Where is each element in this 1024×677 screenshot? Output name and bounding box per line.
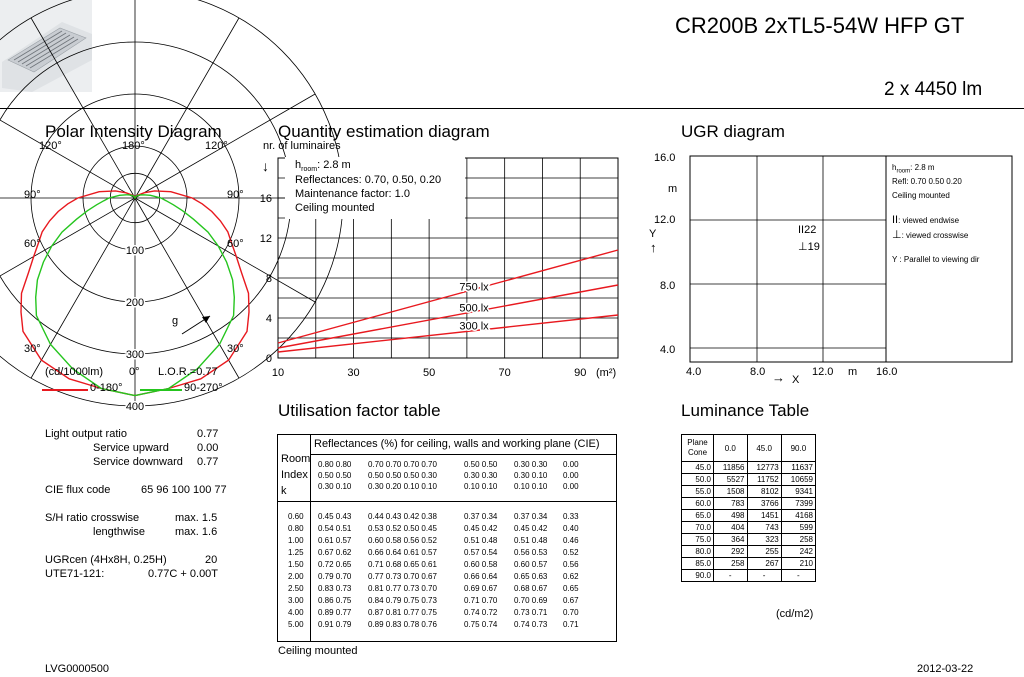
luminance-cone-cell: 70.0	[682, 522, 714, 534]
utilisation-reflectance-cell: 0.10 0.10	[514, 482, 548, 491]
legend-label-green: 90-270°	[184, 382, 223, 394]
utilisation-value-cell: 0.77 0.73 0.70 0.67	[368, 572, 437, 581]
luminance-row	[682, 570, 816, 582]
utilisation-value-cell: 0.57 0.54	[464, 548, 498, 557]
product-thumbnail	[0, 0, 92, 92]
quantity-ytick: 0	[265, 353, 272, 365]
quantity-xtick: 10	[271, 367, 285, 379]
utilisation-table	[277, 434, 617, 642]
utilisation-footer: Ceiling mounted	[278, 645, 358, 657]
utilisation-value-cell: 0.51 0.48	[514, 536, 548, 545]
utilisation-value-cell: 0.65 0.63	[514, 572, 548, 581]
room-index-label-3: k	[281, 485, 287, 497]
utilisation-value-cell: 0.37 0.34	[464, 512, 498, 521]
luminance-value-cell: 4168	[781, 510, 815, 522]
utilisation-value-cell: 0.87 0.81 0.77 0.75	[368, 608, 437, 617]
quantity-xtick: 30	[347, 367, 360, 379]
luminance-cone-cell: 50.0	[682, 474, 714, 486]
info-label-downward: Service downward	[93, 456, 183, 468]
utilisation-k-cell: 3.00	[288, 596, 304, 605]
utilisation-reflectance-cell: 0.30 0.20 0.10 0.10	[368, 482, 437, 491]
utilisation-value-cell: 0.56	[563, 560, 579, 569]
quantity-series-label: 750 lx	[459, 281, 489, 294]
utilisation-value-cell: 0.70 0.69	[514, 596, 548, 605]
ugr-legend-mount: Ceiling mounted	[892, 191, 950, 200]
luminance-cone-cell: 85.0	[682, 558, 714, 570]
legend-line-green	[140, 389, 182, 391]
utilisation-reflectance-cell: 0.00	[563, 482, 579, 491]
polar-ring-label: 100	[125, 245, 145, 257]
polar-angle-120-right: 120°	[205, 140, 228, 152]
utilisation-value-cell: 0.89 0.77	[318, 608, 352, 617]
utilisation-value-cell: 0.74 0.73	[514, 620, 548, 629]
luminance-cone-cell: 65.0	[682, 510, 714, 522]
ugr-legend-refl: Refl: 0.70 0.50 0.20	[892, 177, 962, 186]
quantity-series-line	[278, 315, 618, 352]
luminance-value-cell: 9341	[781, 486, 815, 498]
ugr-xtick-16: 16.0	[876, 366, 898, 378]
utilisation-reflectance-cell: 0.00	[563, 471, 579, 480]
utilisation-k-cell: 2.00	[288, 572, 304, 581]
luminance-value-cell: 1508	[714, 486, 748, 498]
utilisation-header: Reflectances (%) for ceiling, walls and working plane (CIE)	[314, 438, 600, 450]
ugr-xtick-8: 8.0	[750, 366, 766, 378]
utilisation-reflectance-cell: 0.80 0.80	[318, 460, 352, 469]
ugr-x-arrow: →	[772, 370, 785, 385]
ugr-value-endwise	[798, 224, 816, 236]
info-label-upward: Service upward	[93, 442, 169, 454]
utilisation-value-cell: 0.71	[563, 620, 579, 629]
utilisation-header-row-line	[310, 454, 616, 455]
quantity-series-label: 500 lx	[459, 302, 489, 315]
luminance-value-cell: 210	[781, 558, 815, 570]
polar-angle-60-left: 60°	[24, 238, 41, 250]
utilisation-k-cell: 1.50	[288, 560, 304, 569]
crosswise-legend-icon: ⊥	[892, 229, 902, 241]
info-label-cie: CIE flux code	[45, 484, 111, 496]
ugr-y-arrow: ↑	[650, 240, 657, 255]
quantity-series-line	[278, 285, 618, 348]
luminance-row	[682, 510, 816, 522]
ugr-legend-endwise	[892, 214, 959, 226]
luminance-cone-cell: 75.0	[682, 534, 714, 546]
utilisation-value-cell: 0.67	[563, 596, 579, 605]
luminance-value-cell: 11637	[781, 462, 815, 474]
luminance-row	[682, 558, 816, 570]
quantity-y-arrow: ↓	[262, 158, 269, 174]
document-date: 2012-03-22	[917, 663, 974, 675]
luminance-value-cell: 267	[747, 558, 781, 570]
utilisation-value-cell: 0.45 0.42	[464, 524, 498, 533]
utilisation-value-cell: 0.89 0.83 0.78 0.76	[368, 620, 437, 629]
luminance-row	[682, 534, 816, 546]
polar-radial	[0, 198, 135, 302]
ugr-y-unit: m	[668, 183, 678, 195]
quantity-xtick: 70	[498, 367, 511, 379]
lumen-output: 2 x 4450 lm	[884, 79, 983, 100]
quantity-notes-box	[285, 157, 465, 219]
luminance-value-cell: 599	[781, 522, 815, 534]
info-value-sh-cross: max. 1.5	[175, 512, 218, 524]
polar-angle-90-left: 90°	[24, 189, 41, 201]
ugr-ytick-16: 16.0	[654, 152, 676, 164]
quantity-ytick: 12	[259, 233, 272, 245]
utilisation-value-cell: 0.60 0.58	[464, 560, 498, 569]
quantity-note-hroom: $h_{room}$: 2.8 m	[295, 159, 351, 174]
quantity-xunit: (m²)	[596, 367, 617, 379]
luminance-row	[682, 474, 816, 486]
luminance-value-cell: 783	[714, 498, 748, 510]
quantity-note-refl: Reflectances: 0.70, 0.50, 0.20	[295, 174, 442, 186]
luminance-cone-cell: 80.0	[682, 546, 714, 558]
luminance-value-cell: -	[714, 570, 748, 582]
endwise-icon: II	[798, 224, 805, 236]
info-value-ugr: 20	[205, 554, 218, 566]
utilisation-k-cell: 5.00	[288, 620, 304, 629]
polar-angle-120-left: 120°	[39, 140, 62, 152]
luminance-value-cell: 10659	[781, 474, 815, 486]
luminance-value-cell: -	[747, 570, 781, 582]
utilisation-value-cell: 0.75 0.74	[464, 620, 498, 629]
luminance-value-cell: 743	[747, 522, 781, 534]
utilisation-value-cell: 0.70	[563, 608, 579, 617]
luminance-row	[682, 522, 816, 534]
room-index-label-1: Room	[281, 453, 311, 465]
luminance-value-cell: 1451	[747, 510, 781, 522]
luminance-value-cell: 8102	[747, 486, 781, 498]
quantity-series-label: 300 lx	[459, 320, 489, 333]
utilisation-reflectance-cell: 0.00	[563, 460, 579, 469]
utilisation-title: Utilisation factor table	[278, 401, 441, 420]
luminance-head-90: 90.0	[781, 435, 815, 462]
luminance-value-cell: 11856	[714, 462, 748, 474]
luminance-value-cell: -	[781, 570, 815, 582]
luminance-value-cell: 11752	[747, 474, 781, 486]
utilisation-value-cell: 0.91 0.79	[318, 620, 352, 629]
luminance-cone-cell: 60.0	[682, 498, 714, 510]
ugr-legend-ynote: Y : Parallel to viewing dir	[892, 255, 980, 264]
product-thumbnail-image	[0, 0, 92, 92]
quantity-note-mf: Maintenance factor: 1.0	[295, 188, 410, 200]
header-divider	[0, 108, 1024, 109]
utilisation-reflectance-cell: 0.30 0.10	[514, 471, 548, 480]
luminance-cone-cell: 45.0	[682, 462, 714, 474]
luminance-value-cell: 12773	[747, 462, 781, 474]
quantity-title: Quantity estimation diagram	[278, 122, 490, 141]
luminance-header-row	[682, 435, 816, 462]
polar-angle-0: 0°	[129, 366, 140, 378]
utilisation-value-cell: 0.62	[563, 572, 579, 581]
ugr-xtick-4: 4.0	[686, 366, 702, 378]
ugr-xtick-12: 12.0	[812, 366, 834, 378]
quantity-ytick: 8	[265, 273, 272, 285]
utilisation-reflectance-cell: 0.70 0.70 0.70 0.70	[368, 460, 437, 469]
info-label-ugr: UGRcen (4Hx8H, 0.25H)	[45, 554, 167, 566]
utilisation-value-cell: 0.83 0.73	[318, 584, 352, 593]
utilisation-value-cell: 0.40	[563, 524, 579, 533]
utilisation-k-cell: 2.50	[288, 584, 304, 593]
quantity-ytick: 16	[259, 193, 272, 205]
luminance-value-cell: 498	[714, 510, 748, 522]
endwise-legend-icon: II	[892, 214, 899, 226]
utilisation-k-cell: 0.80	[288, 524, 304, 533]
luminance-value-cell: 242	[781, 546, 815, 558]
ugr-value-crosswise	[798, 240, 820, 253]
luminance-head-plane-cone: Plane Cone	[682, 435, 714, 462]
utilisation-value-cell: 0.69 0.67	[464, 584, 498, 593]
utilisation-value-cell: 0.68 0.67	[514, 584, 548, 593]
utilisation-value-cell: 0.79 0.70	[318, 572, 352, 581]
quantity-xtick: 50	[422, 367, 436, 379]
polar-angle-30-left: 30°	[24, 343, 41, 355]
utilisation-value-cell: 0.66 0.64 0.61 0.57	[368, 548, 437, 557]
utilisation-value-cell: 0.65	[563, 584, 579, 593]
utilisation-value-cell: 0.46	[563, 536, 579, 545]
utilisation-value-cell: 0.71 0.70	[464, 596, 498, 605]
utilisation-reflectance-cell: 0.50 0.50	[464, 460, 498, 469]
quantity-ylabel: nr. of luminaires	[263, 140, 341, 152]
crosswise-icon: ⊥	[798, 241, 808, 253]
utilisation-value-cell: 0.66 0.64	[464, 572, 498, 581]
luminance-unit: (cd/m2)	[776, 608, 814, 620]
luminance-value-cell: 258	[781, 534, 815, 546]
utilisation-value-cell: 0.54 0.51	[318, 524, 352, 533]
utilisation-value-cell: 0.67 0.62	[318, 548, 352, 557]
info-value-ute: 0.77C + 0.00T	[148, 568, 219, 580]
ugr-legend-crosswise-text: : viewed crosswise	[901, 231, 969, 240]
ugr-legend-endwise-text: : viewed endwise	[898, 216, 960, 225]
document-id: LVG0000500	[45, 663, 110, 675]
luminance-row	[682, 486, 816, 498]
luminance-head-0: 0.0	[714, 435, 748, 462]
info-label-sh-length: lengthwise	[93, 526, 145, 538]
info-value-cie: 65 96 100 100 77	[141, 484, 227, 496]
ugr-x-unit: m	[848, 366, 858, 378]
ugr-title: UGR diagram	[681, 122, 785, 141]
utilisation-value-cell: 0.60 0.57	[514, 560, 548, 569]
luminance-head-45: 45.0	[747, 435, 781, 462]
utilisation-value-cell: 0.37 0.34	[514, 512, 548, 521]
utilisation-reflectance-cell: 0.30 0.10	[318, 482, 352, 491]
utilisation-value-cell: 0.71 0.68 0.65 0.61	[368, 560, 437, 569]
utilisation-k-divider	[310, 435, 311, 641]
utilisation-reflectance-cell: 0.50 0.50 0.50 0.30	[368, 471, 437, 480]
quantity-ytick: 4	[265, 313, 272, 325]
polar-unit: (cd/1000lm)	[45, 366, 104, 378]
polar-gamma-label: g	[172, 315, 179, 327]
utilisation-value-cell: 0.73 0.71	[514, 608, 548, 617]
legend-label-red: 0-180°	[90, 382, 123, 394]
utilisation-value-cell: 0.45 0.43	[318, 512, 352, 521]
utilisation-value-cell: 0.51 0.48	[464, 536, 498, 545]
utilisation-value-cell: 0.33	[563, 512, 579, 521]
luminance-value-cell: 7399	[781, 498, 815, 510]
luminance-row	[682, 498, 816, 510]
utilisation-refl-divider	[278, 501, 616, 502]
ugr-x-axis-label: X	[792, 374, 800, 386]
product-title: CR200B 2xTL5-54W HFP GT	[675, 13, 965, 38]
utilisation-value-cell: 0.60 0.58 0.56 0.52	[368, 536, 437, 545]
luminance-value-cell: 5527	[714, 474, 748, 486]
polar-radial	[0, 94, 135, 198]
ugr-legend-hroom: $h_{room}$: 2.8 m	[892, 163, 935, 175]
quantity-note-mount: Ceiling mounted	[295, 202, 375, 214]
info-label-ute: UTE71-121:	[45, 568, 105, 580]
room-index-label-2: Index	[281, 469, 308, 481]
ugr-legend-crosswise	[892, 228, 968, 241]
utilisation-value-cell: 0.52	[563, 548, 579, 557]
utilisation-value-cell: 0.74 0.72	[464, 608, 498, 617]
info-value-downward: 0.77	[197, 456, 219, 468]
utilisation-value-cell: 0.45 0.42	[514, 524, 548, 533]
ugr-endwise-number: 22	[804, 224, 817, 236]
luminance-value-cell: 292	[714, 546, 748, 558]
polar-lor: L.O.R.=0.77	[158, 366, 218, 378]
info-label-lor: Light output ratio	[45, 428, 127, 440]
polar-angle-180: 180°	[122, 140, 145, 152]
polar-title: Polar Intensity Diagram	[45, 122, 222, 141]
luminance-cone-cell: 55.0	[682, 486, 714, 498]
utilisation-value-cell: 0.84 0.79 0.75 0.73	[368, 596, 437, 605]
quantity-xtick: 90	[574, 367, 587, 379]
luminance-value-cell: 404	[714, 522, 748, 534]
utilisation-reflectance-cell: 0.30 0.30	[514, 460, 548, 469]
quantity-series-line	[278, 250, 618, 343]
luminance-row	[682, 546, 816, 558]
utilisation-k-cell: 0.60	[288, 512, 304, 521]
luminance-value-cell: 3766	[747, 498, 781, 510]
polar-angle-30-right: 30°	[227, 343, 244, 355]
info-block	[45, 428, 245, 588]
polar-ring-label: 400	[125, 401, 145, 413]
luminance-value-cell: 258	[714, 558, 748, 570]
utilisation-reflectance-cell: 0.30 0.30	[464, 471, 498, 480]
utilisation-k-cell: 1.00	[288, 536, 304, 545]
info-value-upward: 0.00	[197, 442, 219, 454]
luminance-value-cell: 255	[747, 546, 781, 558]
ugr-ytick-8: 8.0	[660, 280, 676, 292]
polar-ring-label: 300	[125, 349, 145, 361]
luminance-table	[681, 434, 816, 582]
utilisation-k-cell: 1.25	[288, 548, 304, 557]
info-value-sh-length: max. 1.6	[175, 526, 218, 538]
polar-ring-label: 200	[125, 297, 145, 309]
ugr-ytick-12: 12.0	[654, 214, 676, 226]
info-value-lor: 0.77	[197, 428, 219, 440]
ugr-crosswise-number: 19	[807, 241, 820, 253]
utilisation-value-cell: 0.86 0.75	[318, 596, 352, 605]
utilisation-reflectance-cell: 0.50 0.50	[318, 471, 352, 480]
luminance-row	[682, 462, 816, 474]
utilisation-value-cell: 0.56 0.53	[514, 548, 548, 557]
ugr-ytick-4: 4.0	[660, 344, 676, 356]
polar-angle-90-right: 90°	[227, 189, 244, 201]
utilisation-value-cell: 0.61 0.57	[318, 536, 352, 545]
info-label-sh-cross: S/H ratio crosswise	[45, 512, 140, 524]
luminance-cone-cell: 90.0	[682, 570, 714, 582]
ugr-y-axis-label: Y	[649, 228, 657, 240]
polar-angle-60-right: 60°	[227, 238, 244, 250]
utilisation-value-cell: 0.44 0.43 0.42 0.38	[368, 512, 437, 521]
utilisation-value-cell: 0.53 0.52 0.50 0.45	[368, 524, 437, 533]
utilisation-value-cell: 0.81 0.77 0.73 0.70	[368, 584, 437, 593]
ugr-legend	[889, 160, 1017, 360]
luminance-value-cell: 323	[747, 534, 781, 546]
utilisation-value-cell: 0.72 0.65	[318, 560, 352, 569]
utilisation-k-cell: 4.00	[288, 608, 304, 617]
luminance-title: Luminance Table	[681, 401, 810, 420]
utilisation-reflectance-cell: 0.10 0.10	[464, 482, 498, 491]
legend-line-red	[42, 389, 88, 391]
luminance-value-cell: 364	[714, 534, 748, 546]
